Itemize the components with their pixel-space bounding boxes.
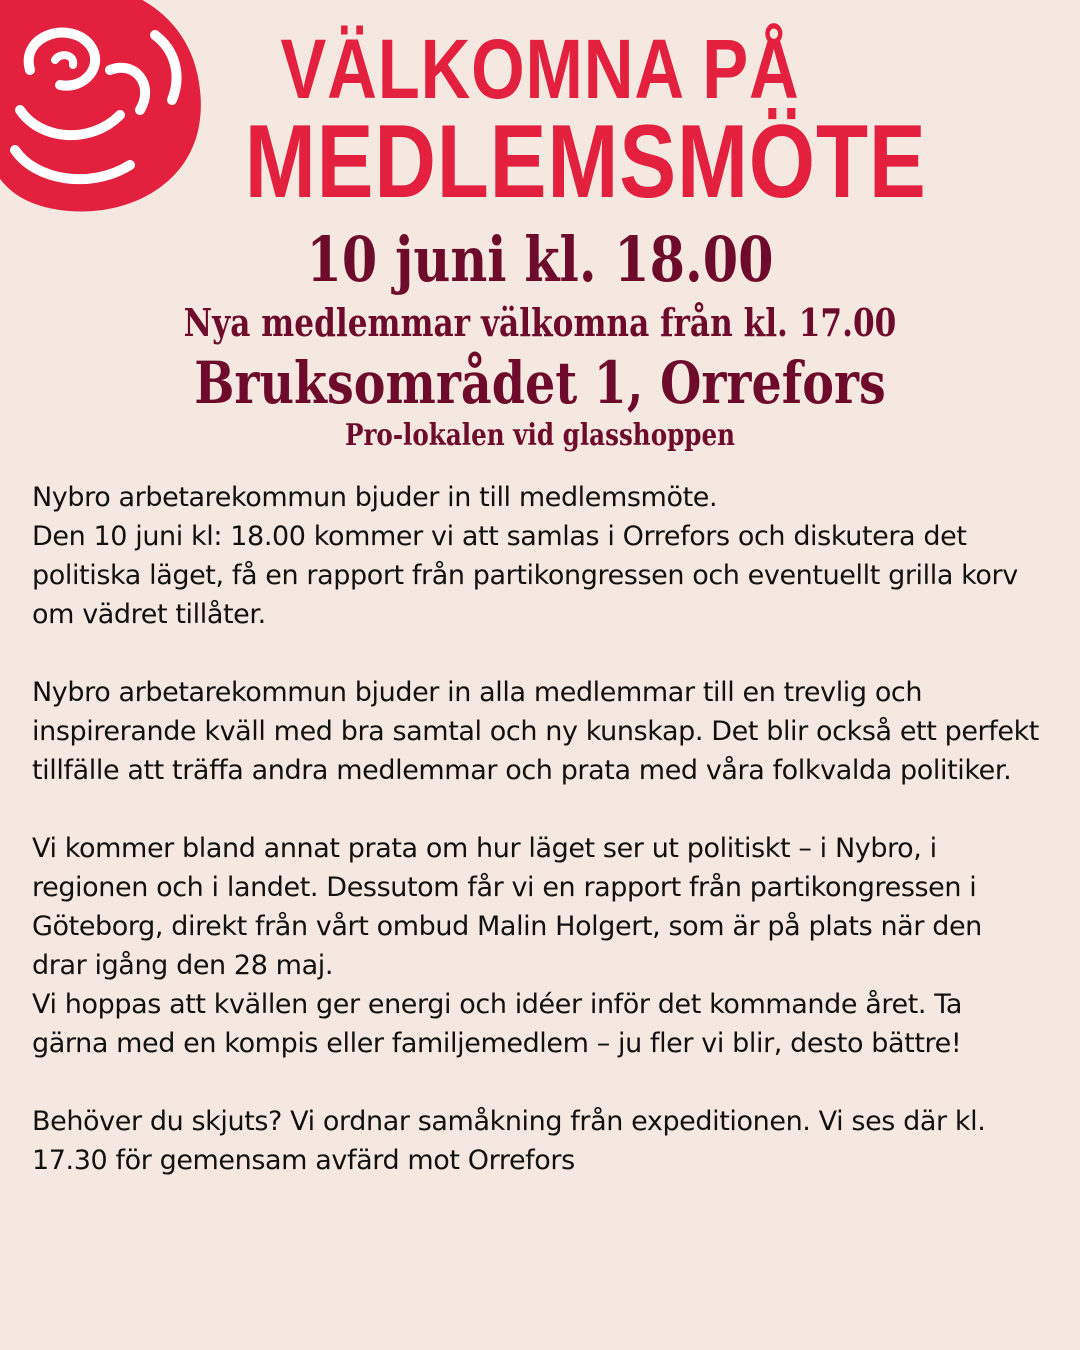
new-members-note: Nya medlemmar välkomna från kl. 17.00 — [183, 300, 897, 345]
event-address: Bruksområdet 1, Orrefors — [194, 349, 886, 417]
headline-line2: MEDLEMSMÖTE — [244, 104, 927, 220]
body-paragraph-1: Nybro arbetarekommun bjuder in till medlemsmöte. Den 10 juni kl: 18.00 kommer vi att samlas i Orrefors och diskutera det politiska läget, få en rapport från partikongressen och eventuellt grilla korv om vädret tillåter. — [32, 482, 1018, 630]
headline-line1: VÄLKOMNA PÅ — [280, 22, 800, 116]
body-paragraph-2: Nybro arbetarekommun bjuder in alla medlemmar till en trevlig och inspirerande kväll med bra samtal och ny kunskap. Det blir också ett perfekt tillfälle att träffa andra medlemmar och prata med våra folkvalda politiker. — [32, 677, 1039, 786]
headline — [244, 22, 927, 220]
event-date-time: 10 juni kl. 18.00 — [306, 223, 774, 296]
event-details — [0, 222, 1080, 454]
body-paragraph-4: Behöver du skjuts? Vi ordnar samåkning från expeditionen. Vi ses där kl. 17.30 för gemensam avfärd mot Orrefors — [32, 1106, 986, 1176]
body-paragraph-3: Vi kommer bland annat prata om hur läget ser ut politiskt – i Nybro, i regionen och i landet. Dessutom får vi en rapport från partikongressen i Göteborg, direkt från vårt ombud Malin Holgert, som är på plats när den drar igång den 28 maj. Vi hoppas att kvällen ger energi och idéer inför det kommande året. Ta gärna med en kompis eller familjemedlem – ju fler vi blir, desto bättre! — [32, 833, 982, 1059]
body-text — [32, 478, 1042, 1219]
red-rose-logo-icon — [0, 0, 220, 230]
event-venue: Pro-lokalen vid glasshoppen — [344, 418, 736, 453]
